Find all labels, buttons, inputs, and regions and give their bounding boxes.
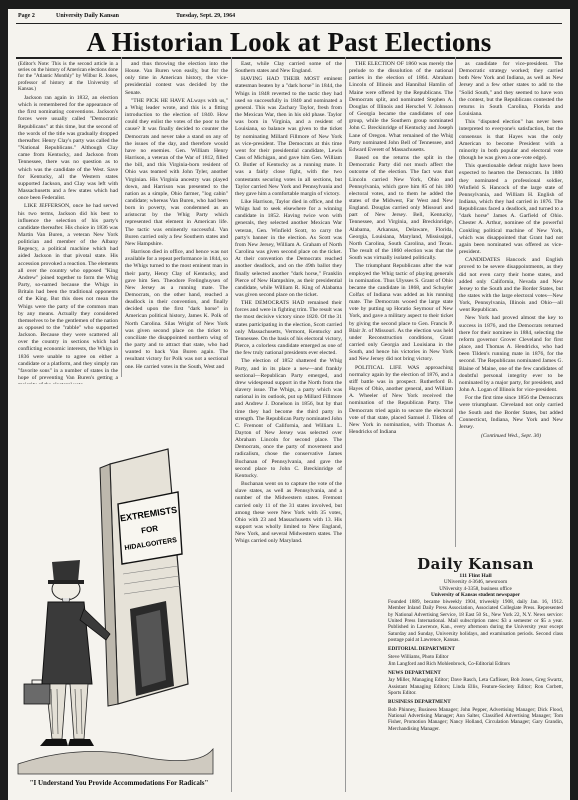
- paragraph: For the first time since 1856 the Democrats were triumphant. Cleveland not only carried the South and the Border States, but added Connecticut, Indiana, New York and New Jersey.: [459, 395, 563, 430]
- editorial-cartoon: [18, 384, 213, 774]
- sign-text-line-1: EXTREMISTS: [119, 504, 178, 524]
- paragraph: LIKE JEFFERSON, once he had served his two terms, Jackson did his best to influence the selection of his party's candidate thereafter. His choice in 1836 was Martin Van Buren, a veteran New York politician and member of the Albany Regency, a political machine which had aided Jackson in that pivotal state. His accession provoked a reaction. The elements all over the country who opposed "King Andrew" joined together to form the Whig Party, so-named because the Whigs in Britain had been the traditional opponents of the King. But this does not mean the Whigs were the party of the common man by any means. Actually they considered themselves to be the gentlemen of the nation as opposed to the "rabble" who supported Jackson. Because they were scattered all over the country in sections which had conflicting economic interests, the Whigs in 1836 were unable to agree on either a candidate or a platform, and they simply ran "favorite sons" in a number of states in the hope of preventing Van Buren's getting a: [18, 203, 118, 382]
- sign-text-line-2: FOR: [140, 523, 159, 536]
- paragraph: as candidate for vice-president. The Democratic strategy worked; they carried both New York and Indiana, as well as New Jersey and a few other states to add to the "Solid South," and they seemed to have won the contest, but the Republicans contested the returns in South Carolina, Florida and Louisiana.: [459, 61, 563, 118]
- paragraph: Like Harrison, Taylor died in office, and the Whigs had to seek elsewhere for a winning candidate in 1852. Having twice won with generals, they selected another Mexican War veteran, Gen. Winfield Scott, to carry the party's banner in the election. As Scott was from New Jersey, William A. Graham of North Carolina was given second place on the ticket. At their convention the Democrats reached another deadlock, and on the 49th ballot they finally selected another "dark horse," Franklin Pierce of New Hampshire, as their presidential candidate, while William R. King of Alabama was given second place on the ticket.: [235, 198, 342, 298]
- paper-name: University Daily Kansan: [56, 13, 120, 19]
- phone-newsroom: UNiversity 4-3646, newsroom: [443, 579, 508, 586]
- editor-note: (Editor's Note: This is the second article in a series on the history of American elections done for the "Atlantic Monthly" by Wilbur R. Jones, professor of history at the University of Kansas.): [18, 61, 118, 92]
- issue-date: Tuesday, Sept. 29, 1964: [176, 13, 236, 19]
- article-column-3: [235, 61, 342, 795]
- column-divider: [231, 57, 232, 792]
- article-column-1: [18, 61, 118, 383]
- continued-note: (Continued Wed., Sept. 30): [480, 432, 542, 439]
- publisher-line: University of Kansas student newspaper: [430, 591, 521, 598]
- paragraph: Jackson ran again in 1832, an election which is remembered for the appearance of the first nominating conventions. Jackson's forces were usually called "Democratic Republicans" at this time, but the second of the words of the title was gradually dropped thereafter. Henry Clay's party was called the "National Republicans." Although Clay came from Kentucky, and Jackson from Tennessee, there was no question as to which was the candidate of the West. Save for Kentucky, all the Western states supported Jackson, and Clay was left with Massachusetts and a few states which had once been Federalist.: [18, 95, 118, 202]
- headline: A Historian Look at Past Elections: [86, 27, 492, 57]
- cartoon-caption: "I Understand You Provide Accommodations For Radicals": [29, 779, 209, 787]
- paragraph: This questionable defeat might have been expected to hearten the Democrats. In 1880 they nominated a professional soldier, Winfield S. Hancock of the large state of Pennsylvania, and William H. English of Indiana, which they had carried in 1876. The Republicans faced a deadlock, and turned to a "dark horse" James A. Garfield of Ohio. Chester A. Arthur, nominee of the powerful Conkling political machine of New York, which was disappointed that Grant had not again been nominated was offered as vice-president.: [459, 163, 563, 256]
- sign-text-line-3: HIDALGOITERS: [124, 536, 178, 553]
- hotel-sign: [118, 492, 182, 564]
- masthead: [388, 554, 563, 733]
- paragraph: New York had proved almost the key to success in 1876, and the Democrats returned there for their nominee in 1884, selecting the reform governor Grover Cleveland for first place, and Thomas A. Hendricks, who had been Tilden's running mate in 1876, for the second. The Republicans nominated James G. Blaine of Maine, one of the few candidates of doubtful personal integrity ever to be nominated by a major party, for president, and John A. Logan of Illinois for vice-president.: [459, 315, 563, 394]
- cartoon-illustration: [18, 384, 213, 774]
- article-column-4: [349, 61, 453, 561]
- article-column-5: [459, 61, 563, 551]
- business-staff: Bob Phinney, Business Manager; John Pepper, Advertising Manager; Dick Flood, National Advertising Manager; Ann Salter, Classified Advertising Manager; Tom Fisher, Promotion Manager; Nancy Holland, Circulation Manager; Gary Grandin, Merchandising Manager.: [388, 706, 563, 732]
- column-divider: [345, 57, 346, 792]
- paragraph: and thus throwing the election into the House. Van Buren won easily, but for the only time in American history, the vice-presidential contest was decided by the Senate.: [125, 61, 228, 96]
- header-rule: [16, 23, 562, 24]
- newspaper-page: [8, 9, 570, 800]
- business-department-heading: BUSINESS DEPARTMENT: [388, 699, 451, 706]
- paragraph: "THE PICK HE HAVE ALways with us," a Whig leader wrote, and this is a fitting introduction to the election of 1840. How could they enlist the votes of the poor to the cause? It was finally decided to counter the Democrats and never take a stand on any of the issues of the day, and therefore would have no enemies. Gen. William Henry Harrison, a veteran of the War of 1812, filled the bill, and this Virginia-born resident of Ohio was teamed with John Tyler, another Virginian. His Virginia ancestry was played down, and Harrison was presented to the nation as a simple, Ohio farmer, "log cabin" candidate; whereas Van Buren, who had been born in poverty, was condemned as an aristocrat by the Whig Party which represented that element in American life. The tactic was eminently successful. Van Buren carried only a few Southern states and New Hampshire.: [125, 97, 228, 247]
- page-number: Page 2: [18, 13, 35, 19]
- phone-business: UNiversity 4-3358, business office: [439, 585, 512, 592]
- editorial-editors: Jim Langford and Rich Mohlenbrock, Co-Editorial Editors: [388, 660, 511, 667]
- article-column-2: [125, 61, 228, 383]
- page-header: [18, 11, 562, 23]
- paragraph: This "disputed election" has never been interpreted to everyone's satisfaction, but the consensus is that Hayes was the only American to become President with a minority in both popular and electoral vote (though he was given a one-vote edge).: [459, 119, 563, 162]
- news-department-heading: NEWS DEPARTMENT: [388, 670, 441, 677]
- founding-info: Founded 1889, became biweekly 1904, triweekly 1908, daily Jan. 16, 1912. Member Inland Daily Press Association, Associated Collegiate Press. Represented by National Advertising Service, 18 East 50 St., New York 22, N.Y. News service: United Press International. Mail subscription rates: $3 a semester or $5 a year. Published in Lawrence, Kan., every afternoon during the University year except Saturday and Sunday, University holidays, and examination periods. Second class postage paid at Lawrence, Kansas.: [388, 599, 563, 643]
- masthead-address: 111 Flint Hall: [459, 573, 492, 579]
- column-divider: [455, 57, 456, 547]
- paragraph: East, while Clay carried some of the Southern states and New England.: [235, 61, 342, 75]
- news-staff: Jay Miller, Managing Editor; Dave Rasch, Leta Caflisser, Bob Jones, Greg Swartz, Assistant Managing Editors; Linda Ellis, Feature-Society Editor; Ron Corbett, Sports Editor.: [388, 677, 563, 697]
- masthead-title: Daily Kansan: [417, 555, 534, 573]
- headline-rule: [16, 57, 562, 59]
- editorial-department-heading: EDITORIAL DEPARTMENT: [388, 646, 455, 653]
- paragraph: POLITICAL LIFE WAS approaching normalcy again by the election of 1876, and a stiff battle was in prospect. Rutherford B. Hayes of Ohio, another general, and William A. Wheeler of New York received the nomination of the Republican Party. The Democrats tried again to secure the electoral vote of that state, placed Samuel J. Tilden of New York in nomination, with Thomas A. Hendricks of Indiana: [349, 364, 453, 435]
- paragraph: Harrison died in office, and hence was not available for a repeat performance in 1844, so the Whigs turned to the most eminent man in their party, Henry Clay of Kentucky, and gave him Sen. Theodore Frelinghuysen of New Jersey as a running mate. The Democrats, on the other hand, reached a deadlock in their convention, and finally decided upon the first "dark horse" in American political history, James K. Polk of North Carolina. Silas Wright of New York was given second place on the ticket to conciliate the disappointed northern wing of the party and to attract that state, who had wanted to back Van Buren again. The resultant victory for Polk was not a sectional one. He carried votes in the South, West and: [125, 249, 228, 370]
- paragraph: The election of 1852 shattered the Whig Party, and in its place a new—and frankly sectional—Republican Party emerged, and drew widespread support in the North from the slavery issue. The Whigs, a party which was national in its outlook, put up Millard Fillmore and Andrew J. Donelson in 1856, but by that time they had become the third party in strength. The Republican Party nominated John C. Fremont of California, and William L. Dayton of New Jersey was selected over Abraham Lincoln for second place. The Democrats, once the party of movement and radicalism, chose the conservative James Buchanan of Pennsylvania, and gave the second place to John C. Breckinridge of Kentucky.: [235, 358, 342, 479]
- paragraph: The triumphant Republicans after the war employed the Whig tactic of playing generals in nomination. Thus Ulysses S. Grant of Ohio became the candidate in 1868, and Schuyler Colfax of Indiana was added as his running mate. The Democrats wooed the large state vote by putting up Horatio Seymour of New York, and gave a military aspect to their ticket by giving the second place to Gen. Francis P. Blair Jr. of Missouri. As the election was held under Reconstruction conditions, Grant carried only Georgia and Louisiana in the South, and hence his victories in New York and New Jersey did not bring victory.: [349, 263, 453, 363]
- paragraph: CANDIDATES Hancock and English proved to be severe disappointments, as they did not even carry their home states, and added only California, Nevada and New Jersey to the South and the Border States, but the states with the large electoral votes—New York, Pennsylvania, Illinois and Ohio—all went Republican.: [459, 257, 563, 314]
- column-divider: [121, 57, 122, 377]
- paragraph: THE DEMOCRATS HAD remained their forces and were in fighting trim. The result was the most decisive victory since 1820. Of the 31 states participating in the election, Scott carried only Massachusetts, Vermont, Kentucky and Tennessee. On the basis of his electoral victory, Pierce, a colorless candidate emerged as one of the few truly national presidents ever elected.: [235, 300, 342, 357]
- paragraph: HAVING HAD THEIR MOST eminent statesman beaten by a "dark horse" in 1844, the Whigs in 1848 reverted to the tactic they had used so successfully in 1840 and nominated a general. This was Zachary Taylor, fresh from the Mexican War, then in his old phase. Taylor was born in Virginia, and a resident of Louisiana, so balance was given to the ticket by nominating Millard Fillmore of New York as vice-president. The Democrats at this time went for their presidential candidate, Lewis Cass of Michigan, and gave him Gen. William O. Butler of Kentucky as a running mate. It was a fairly close fight, with the two contestants securing votes in all sections, but Taylor carried New York and Pennsylvania and they gave him a comfortable margin of victory.: [235, 76, 342, 197]
- photo-editor: Steve Williams, Photo Editor: [388, 653, 449, 660]
- paragraph: Based on the returns the split in the Democratic Party did not much affect the outcome of the election. The fact was that Lincoln carried New York, Ohio and Pennsylvania, which gave him 85 of his 180 electoral votes, and to them he added the states of the Midwest, Far West and New England. Douglas carried only Missouri and part of New Jersey. Bell, Kentucky, Tennessee, and Virginia, and Breckinridge, Alabama, Arkansas, Delaware, Florida, Georgia, Louisiana, Maryland, Mississippi, North Carolina, South Carolina, and Texas. The result of the 1860 election was that the South was virtually isolated politically.: [349, 155, 453, 262]
- paragraph: Buchanan went on to capture the vote of the slave states, as well as Pennsylvania, and a number of the Midwestern states. Fremont carried only 11 of the 31 states involved, but among these were New York with 35 votes, Ohio with 23 and Massachusetts with 13. His support was wholly limited to New England, New York, and several Midwestern states. The Whigs carried only Maryland.: [235, 481, 342, 545]
- paragraph: THE ELECTION OF 1860 was merely the prelude to the dissolution of the national parties in the election of 1864. Abraham Lincoln of Illinois and Hannibal Hamlin of Maine were offered by the Republicans. The Democrats split, and nominated Stephen A. Douglas of Illinois and Herschel V. Johnson of Georgia became the candidates of one group, while the Southern group nominated John C. Breckinridge of Kentucky and Joseph Lane of Oregon. What remained of the Whig Party nominated John Bell of Tennessee, and Edward Everett of Massachusetts.: [349, 61, 453, 153]
